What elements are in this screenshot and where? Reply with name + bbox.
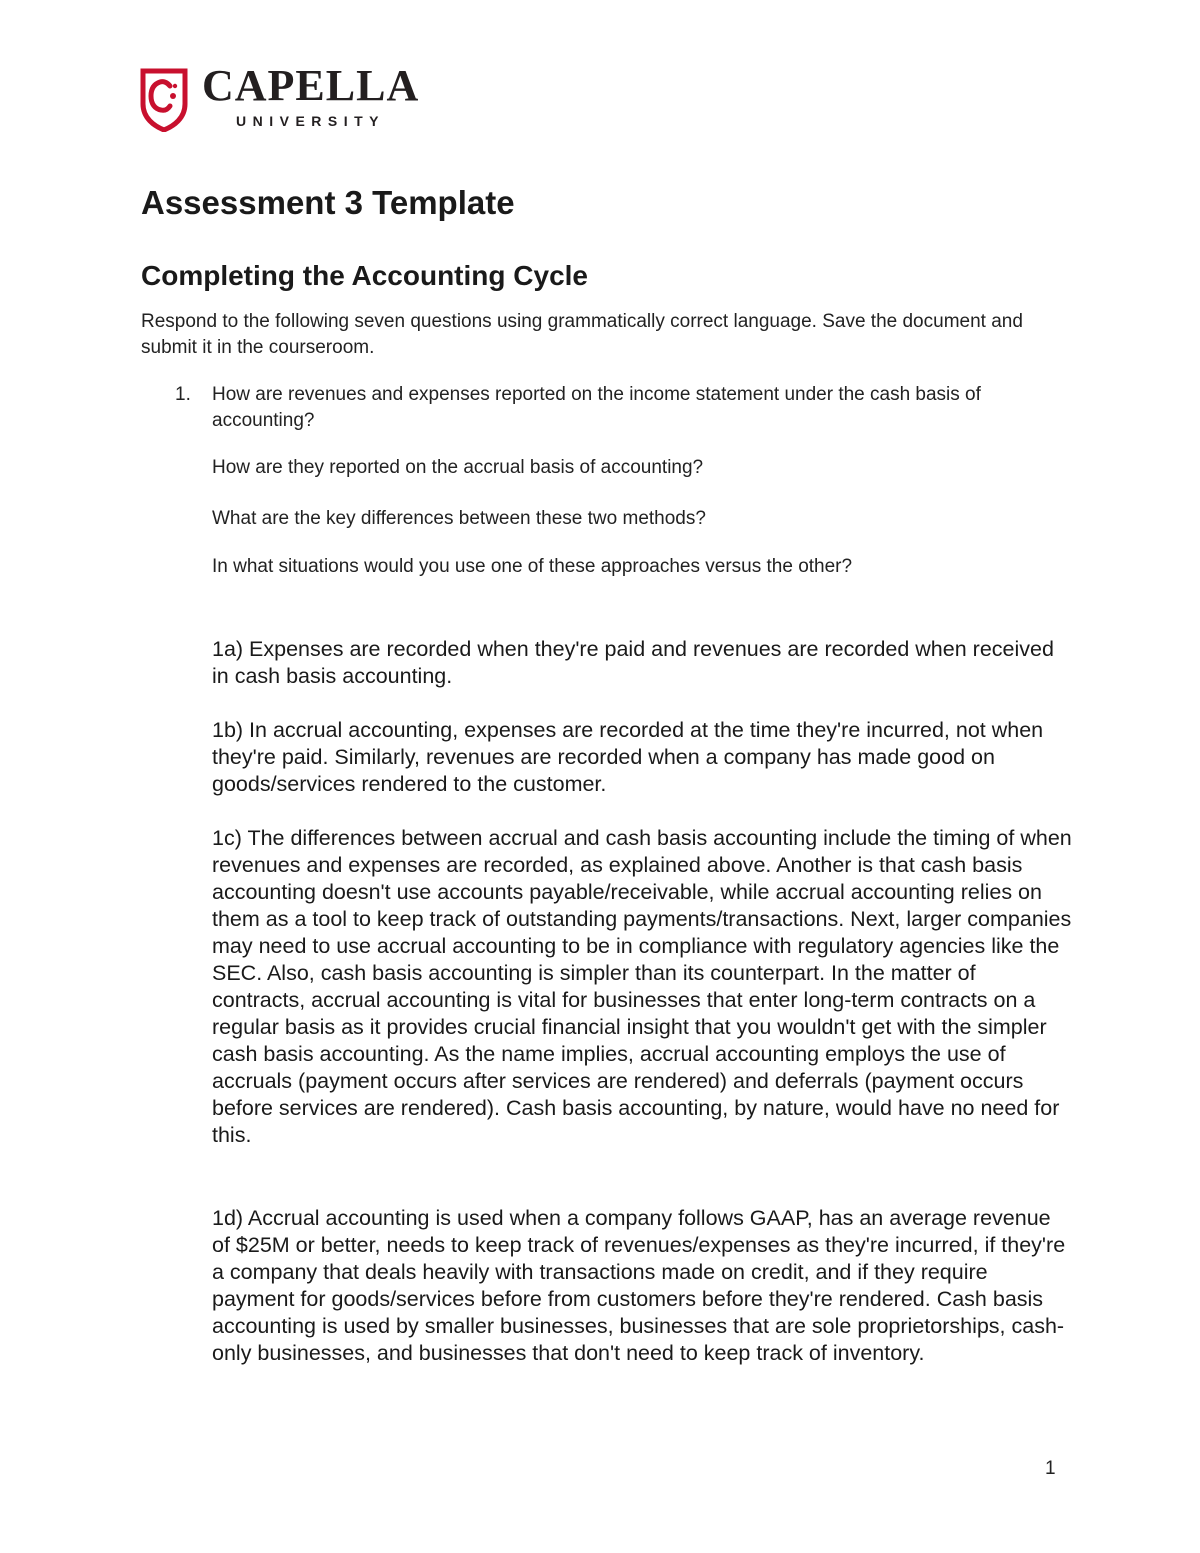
capella-shield-icon [140,68,188,132]
logo-wordmark: CAPELLA [202,61,420,110]
answer-1a: 1a) Expenses are recorded when they're paid and revenues are recorded when received in cash basis accounting. [212,637,1054,688]
question-part-d: In what situations would you use one of these approaches versus the other? [212,556,853,577]
intro-paragraph: Respond to the following seven questions using grammatically correct language. Save the document and submit it in the courseroom. [141,311,1023,358]
question-part-b: How are they reported on the accrual basis of accounting? [212,457,704,478]
capella-logo [140,61,430,134]
page-number: 1 [1045,1458,1056,1479]
answer-1c: 1c) The differences between accrual and cash basis accounting include the timing of when revenues and expenses are recorded, as explained above. Another is that cash basis accounting doesn't use accounts payable/receivable, while accrual accounting relies on them as a tool to keep track of outstanding payments/transactions. Next, larger companies may need to use accrual accounting to be in compliance with regulatory agencies like the SEC. Also, cash basis accounting is simpler than its counterpart. In the matter of contracts, accrual accounting is vital for businesses that enter long-term contracts on a regular basis as it provides crucial financial insight that you wouldn't get with the simpler cash basis accounting. As the name implies, accrual accounting employs the use of accruals (payment occurs after services are rendered) and deferrals (payment occurs before services are rendered). Cash basis accounting, by nature, would have no need for this. [212,826,1072,1147]
logo-subtitle: UNIVERSITY [236,113,386,129]
question-part-c: What are the key differences between these two methods? [212,508,706,529]
question-part-a: How are revenues and expenses reported on the income statement under the cash basis of accounting? [212,384,981,431]
question-number: 1. [175,384,191,405]
page-title: Assessment 3 Template [141,184,515,221]
answer-1d: 1d) Accrual accounting is used when a company follows GAAP, has an average revenue of $25M or better, needs to keep track of revenues/expenses as they're incurred, if they're a company that deals heavily with transactions made on credit, and if they require payment for goods/services before from customers before they're rendered. Cash basis accounting is used by smaller businesses, businesses that are sole proprietorships, cash-only businesses, and businesses that don't need to keep track of inventory. [212,1206,1066,1365]
answer-1b: 1b) In accrual accounting, expenses are recorded at the time they're incurred, not when they're paid. Similarly, revenues are recorded when a company has made good on goods/services rendered to the customer. [212,718,1044,796]
section-title: Completing the Accounting Cycle [141,260,588,291]
